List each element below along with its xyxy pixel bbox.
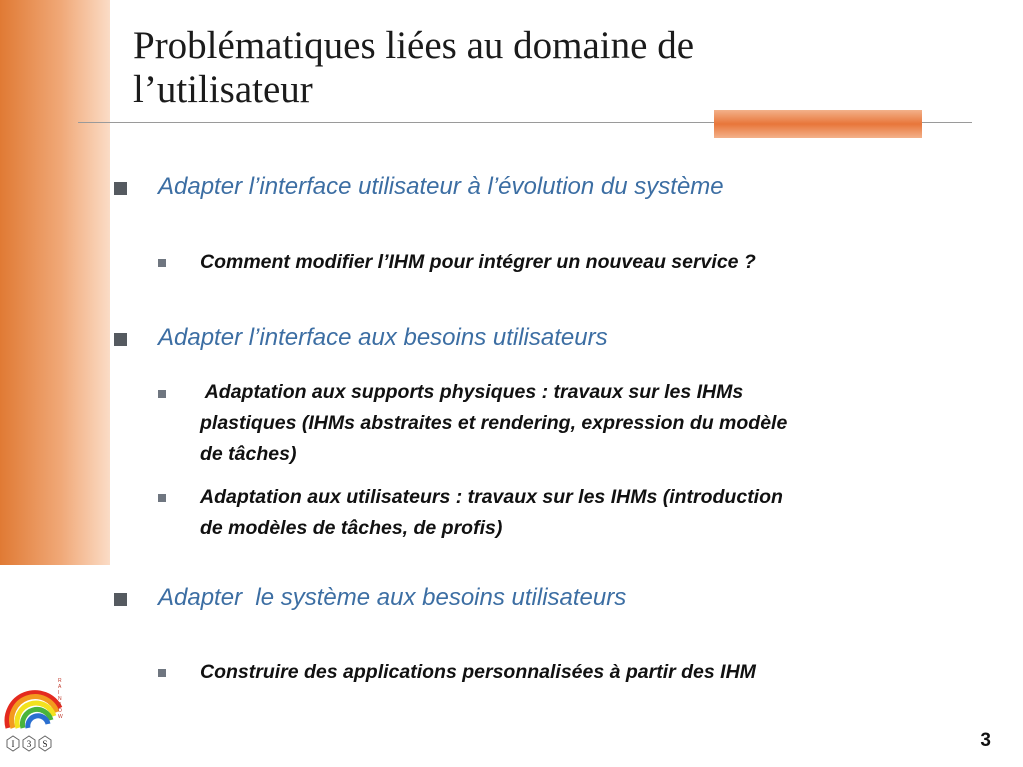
bullet-marker xyxy=(114,333,127,346)
sub-bullet-text-line-1: Adaptation aux utilisateurs : travaux sur les IHMs (introduction xyxy=(200,486,783,508)
page-number: 3 xyxy=(980,730,991,751)
logo-vertical-letters: R A I N B O W xyxy=(58,678,63,720)
sub-bullet-marker xyxy=(158,494,166,502)
sub-bullet-marker xyxy=(158,669,166,677)
sub-bullet-text-line-3: de tâches) xyxy=(200,443,297,465)
rainbow-logo-icon xyxy=(4,672,68,756)
slide-title-line-1: Problématiques liées au domaine de xyxy=(133,24,695,67)
logo-hex-letter: S xyxy=(42,739,48,749)
sub-bullet-text-line-2: de modèles de tâches, de profis) xyxy=(200,517,503,539)
bullet-text: Adapter l’interface aux besoins utilisateurs xyxy=(158,324,608,351)
bullet-marker xyxy=(114,593,127,606)
slide-title xyxy=(133,24,893,112)
slide-title-line-2: l’utilisateur xyxy=(133,68,313,111)
sub-bullet-text-line-2: plastiques (IHMs abstraites et rendering, expression du modèle xyxy=(200,412,788,434)
sub-bullet-text: Comment modifier l’IHM pour intégrer un nouveau service ? xyxy=(200,251,756,273)
logo-hex-letter: 3 xyxy=(26,739,32,749)
sub-bullet-marker xyxy=(158,259,166,267)
rainbow-i3s-logo xyxy=(4,672,68,756)
bullet-text: Adapter le système aux besoins utilisateurs xyxy=(158,584,627,611)
title-accent-bar xyxy=(714,110,922,138)
bullet-marker xyxy=(114,182,127,195)
sub-bullet-text-line-1: Adaptation aux supports physiques : travaux sur les IHMs xyxy=(200,381,744,403)
decorative-side-band xyxy=(0,0,110,565)
logo-hex-letter: I xyxy=(11,739,15,749)
sub-bullet-text: Construire des applications personnalisées à partir des IHM xyxy=(200,661,756,683)
sub-bullet-marker xyxy=(158,390,166,398)
bullet-text: Adapter l’interface utilisateur à l’évolution du système xyxy=(158,173,724,200)
